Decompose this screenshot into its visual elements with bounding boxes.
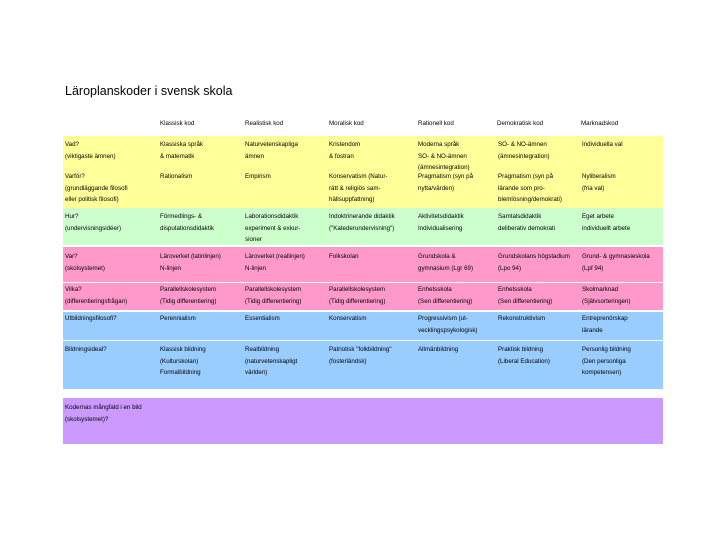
table-cell: Rekonstruktivism — [498, 315, 546, 322]
table-cell: Individuella val — [582, 141, 623, 148]
table-cell: Rationalism — [160, 173, 193, 180]
table-cell: Laborationsdidaktik experiment & exkur- sioner — [245, 213, 301, 243]
table-row — [63, 283, 663, 310]
table-row — [63, 341, 663, 389]
table-cell: Enhetsskola (Sen differentiering) — [498, 286, 553, 305]
row-label: Vilka? (differentieringsfrågan) — [65, 286, 128, 305]
table-row — [63, 312, 663, 340]
row-label: Varför? (grundläggande filosofi eller politisk filosofi) — [65, 173, 128, 203]
table-row — [63, 398, 663, 444]
column-header-klassisk: Klassisk kod — [160, 120, 195, 127]
table-cell: Praktisk bildning (Liberal Education) — [498, 346, 550, 365]
table-cell: Klassisk bildning (Kulturskolan) Formalbildning — [160, 346, 206, 376]
table-cell: Konservatism (Natur- rätt & religiös sam- hällsuppfattning) — [329, 173, 388, 203]
table-cell: Grundskola & gymnasium (Lgr 69) — [418, 253, 474, 272]
row-label: Bildningsideal? — [65, 346, 107, 353]
table-cell: Förmedlings- & disputationsdidaktik — [160, 213, 215, 232]
table-cell: Grundskolans högstadium (Lpo 94) — [498, 253, 570, 272]
table-cell: Indoktrinerande didaktik ("Katederundervisning") — [329, 213, 395, 232]
column-header-marknad: Marknadskod — [581, 120, 619, 127]
table-cell: Enhetsskola (Sen differentiering) — [418, 286, 473, 305]
page-title: Läroplanskoder i svensk skola — [65, 84, 233, 98]
column-header-realistisk: Realistisk kod — [245, 120, 284, 127]
table-cell: Naturvetenskapliga ämnen — [245, 141, 298, 160]
table-cell: Konservatism — [329, 315, 367, 322]
table-cell: Personlig bildning (Den personliga kompetensen) — [582, 346, 631, 376]
table-row — [63, 136, 663, 171]
table-cell: Patriotisk "folkbildning" (fosterländsk) — [329, 346, 392, 365]
column-header-demokratisk: Demokratisk kod — [497, 120, 544, 127]
row-label: Vad? (viktigaste ämnen) — [65, 141, 116, 160]
table-cell: Realbildning (naturvetenskapligt världen) — [245, 346, 298, 376]
row-label: Kodernas mångfald i en bild (skolsystemet)? — [65, 404, 142, 423]
row-label: Hur? (undervisningsidéer) — [65, 213, 122, 232]
table-row — [63, 247, 663, 282]
table-cell: Eget arbete individuellt arbete — [582, 213, 631, 232]
table-cell: SO- & NO-ämnen (ämnesintegration) — [498, 141, 550, 160]
table-cell: Allmänbildning — [418, 346, 459, 353]
table-cell: Läroverket (reallinjen) N-linjen — [245, 253, 305, 272]
table-cell: Aktivitetsdidaktik Individualisering — [418, 213, 464, 232]
table-cell: Kristendom & fostran — [329, 141, 361, 160]
table-row — [63, 208, 663, 245]
column-header-moralisk: Moralisk kod — [329, 120, 364, 127]
table-cell: Empirism — [245, 173, 271, 180]
table-cell: Pragmatism (syn på nytta/värden) — [418, 173, 474, 192]
row-label: Utbildningsfilosofi? — [65, 315, 117, 322]
table-cell: Skolmarknad (Självsorteringen) — [582, 286, 631, 305]
table-cell: Perennialism — [160, 315, 196, 322]
table-cell: Läroverket (latinlinjen) N-linjen — [160, 253, 221, 272]
table-cell: Entreprenörskap lärande — [582, 315, 628, 334]
table-cell: Folkskolan — [329, 253, 359, 260]
row-label: Var? (skolsystemet) — [65, 253, 105, 272]
column-header-rationell: Rationell kod — [418, 120, 454, 127]
table-cell: Parallellskolesystem (Tidig differentiering) — [329, 286, 386, 305]
table-cell: Parallellskolesystem (Tidig differentiering) — [160, 286, 217, 305]
table-cell: Samtalsdidaktik deliberativ demokrati — [498, 213, 556, 232]
table-cell: Nyliberalism (fria val) — [582, 173, 616, 192]
table-row — [63, 171, 663, 208]
table-cell: Moderna språk SO- & NO-ämnen (ämnesintegration) — [418, 141, 470, 171]
table-cell: Progressivism (ut- vecklingspsykologisk) — [418, 315, 478, 334]
table-cell: Essentialism — [245, 315, 280, 322]
table-cell: Pragmatism (syn på lärande som pro- blemlösning/demokrati) — [498, 173, 562, 203]
table-cell: Parallellskolesystem (Tidig differentiering) — [245, 286, 302, 305]
table-cell: Grund- & gymnasieskola (Lpf 94) — [582, 253, 650, 272]
table-cell: Klassiska språk & matematik — [160, 141, 203, 160]
